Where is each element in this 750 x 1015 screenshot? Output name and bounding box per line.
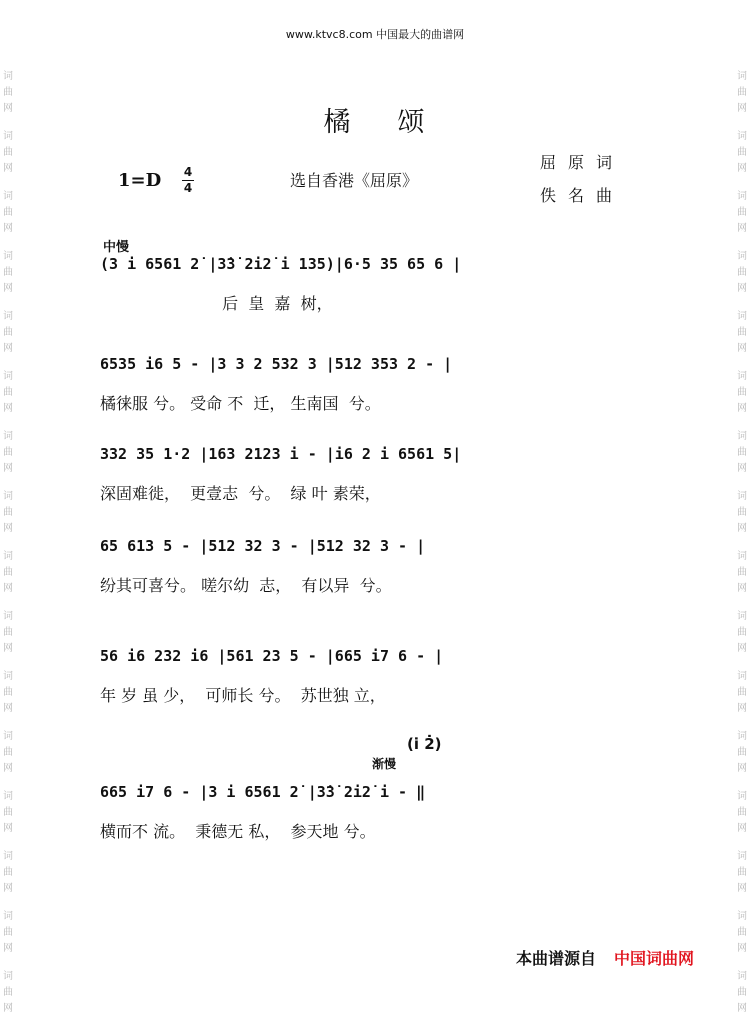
watermark-char: 词 bbox=[737, 971, 747, 982]
footer-site-name: 中国词曲网 bbox=[614, 949, 695, 968]
watermark-char: 网 bbox=[3, 403, 13, 414]
watermark-char: 曲 bbox=[3, 687, 13, 698]
watermark-char: 词 bbox=[737, 371, 747, 382]
watermark-char: 曲 bbox=[737, 987, 747, 998]
watermark-char: 词 bbox=[3, 191, 13, 202]
watermark-char: 词 bbox=[3, 251, 13, 262]
title-char-2: 颂 bbox=[397, 107, 427, 138]
watermark-char: 曲 bbox=[737, 927, 747, 938]
watermark-char: 曲 bbox=[3, 987, 13, 998]
watermark-char: 网 bbox=[3, 763, 13, 774]
watermark-char: 网 bbox=[3, 1003, 13, 1014]
watermark-char: 网 bbox=[3, 943, 13, 954]
watermark-char: 网 bbox=[737, 103, 747, 114]
watermark-char: 词 bbox=[737, 671, 747, 682]
watermark-char: 网 bbox=[3, 103, 13, 114]
watermark-char: 曲 bbox=[3, 87, 13, 98]
watermark-char: 词 bbox=[3, 71, 13, 82]
watermark-char: 曲 bbox=[3, 747, 13, 758]
time-sig-top: 4 bbox=[183, 165, 193, 179]
watermark-char: 网 bbox=[737, 523, 747, 534]
watermark-char: 曲 bbox=[737, 327, 747, 338]
notation-row: (3 i 6561 2̇ |3̇3̇ 2i2̇ i 135)|6·5 35 65 6 | bbox=[100, 255, 462, 273]
lyrics-row: 横而不 流。 秉德无 私， 参天地 兮。 bbox=[100, 822, 376, 841]
watermark-char: 词 bbox=[737, 551, 747, 562]
watermark-char: 曲 bbox=[737, 207, 747, 218]
watermark-char: 词 bbox=[3, 491, 13, 502]
lyrics-row: 纷其可喜兮。 嗟尔幼 志， 有以异 兮。 bbox=[100, 576, 392, 595]
watermark-char: 网 bbox=[737, 283, 747, 294]
watermark-char: 网 bbox=[3, 703, 13, 714]
watermark-char: 曲 bbox=[3, 147, 13, 158]
watermark-char: 曲 bbox=[3, 927, 13, 938]
watermark-char: 词 bbox=[3, 671, 13, 682]
right-watermark-column bbox=[734, 0, 750, 1014]
watermark-char: 网 bbox=[3, 163, 13, 174]
watermark-char: 曲 bbox=[3, 447, 13, 458]
notation-row: 6535 i6 5 - |3 3 2 532 3 |512 353 2 - | bbox=[100, 355, 453, 373]
watermark-char: 词 bbox=[737, 131, 747, 142]
watermark-char: 曲 bbox=[3, 507, 13, 518]
watermark-char: 词 bbox=[3, 311, 13, 322]
composer-credit: 佚名曲 bbox=[540, 186, 625, 205]
watermark-char: 词 bbox=[3, 731, 13, 742]
watermark-char: 网 bbox=[3, 883, 13, 894]
song-title bbox=[0, 100, 750, 139]
watermark-char: 网 bbox=[737, 703, 747, 714]
watermark-char: 词 bbox=[737, 191, 747, 202]
watermark-char: 网 bbox=[3, 463, 13, 474]
notation-row: 65 613 5 - |512 32 3 - |512 32 3 - | bbox=[100, 537, 426, 555]
watermark-char: 曲 bbox=[737, 447, 747, 458]
watermark-char: 网 bbox=[737, 943, 747, 954]
watermark-char: 曲 bbox=[737, 87, 747, 98]
watermark-char: 词 bbox=[3, 911, 13, 922]
watermark-char: 词 bbox=[3, 971, 13, 982]
watermark-char: 曲 bbox=[3, 567, 13, 578]
time-sig-bottom: 4 bbox=[183, 181, 193, 195]
watermark-char: 网 bbox=[3, 223, 13, 234]
watermark-char: 曲 bbox=[737, 267, 747, 278]
watermark-char: 曲 bbox=[3, 627, 13, 638]
watermark-char: 词 bbox=[737, 791, 747, 802]
watermark-char: 网 bbox=[737, 823, 747, 834]
watermark-char: 词 bbox=[737, 611, 747, 622]
lyrics-row: 年 岁 虽 少， 可师长 兮。 苏世独 立， bbox=[100, 686, 386, 705]
time-signature bbox=[182, 166, 194, 195]
watermark-char: 网 bbox=[737, 343, 747, 354]
watermark-char: 网 bbox=[737, 403, 747, 414]
title-char-1: 橘 bbox=[323, 107, 353, 138]
watermark-char: 网 bbox=[3, 643, 13, 654]
alternate-ending: (i̇ 2̇) bbox=[407, 735, 442, 753]
watermark-char: 词 bbox=[3, 371, 13, 382]
tempo-marking: 中慢 bbox=[103, 240, 130, 255]
watermark-char: 曲 bbox=[3, 387, 13, 398]
watermark-char: 网 bbox=[737, 223, 747, 234]
watermark-char: 词 bbox=[737, 911, 747, 922]
notation-row: 332 35 1·2 |163 2123 i - |i6 2 i 6561 5| bbox=[100, 445, 462, 463]
watermark-char: 曲 bbox=[3, 267, 13, 278]
watermark-char: 曲 bbox=[737, 147, 747, 158]
watermark-char: 曲 bbox=[737, 807, 747, 818]
watermark-char: 词 bbox=[737, 851, 747, 862]
watermark-char: 曲 bbox=[737, 687, 747, 698]
watermark-char: 网 bbox=[3, 523, 13, 534]
watermark-char: 曲 bbox=[3, 207, 13, 218]
watermark-char: 网 bbox=[737, 463, 747, 474]
watermark-char: 网 bbox=[737, 643, 747, 654]
notation-row: 56 i6 232 i6 |561 23 5 - |665 i7 6 - | bbox=[100, 647, 444, 665]
watermark-char: 网 bbox=[737, 163, 747, 174]
watermark-char: 网 bbox=[737, 583, 747, 594]
watermark-char: 词 bbox=[737, 71, 747, 82]
watermark-char: 词 bbox=[3, 131, 13, 142]
lyrics-row: 橘徕服 兮。 受命 不 迁， 生南国 兮。 bbox=[100, 394, 381, 413]
left-watermark-column bbox=[0, 0, 16, 1014]
lyricist-credit: 屈原词 bbox=[540, 153, 625, 172]
watermark-char: 词 bbox=[737, 731, 747, 742]
watermark-char: 曲 bbox=[3, 807, 13, 818]
watermark-char: 网 bbox=[737, 1003, 747, 1014]
watermark-char: 词 bbox=[3, 431, 13, 442]
watermark-char: 网 bbox=[737, 763, 747, 774]
watermark-char: 曲 bbox=[737, 507, 747, 518]
watermark-char: 网 bbox=[737, 883, 747, 894]
watermark-char: 曲 bbox=[737, 387, 747, 398]
site-header: www.ktvc8.com 中国最大的曲谱网 bbox=[285, 28, 465, 41]
watermark-char: 词 bbox=[3, 611, 13, 622]
ritardando-marking: 渐慢 bbox=[372, 757, 397, 771]
watermark-char: 曲 bbox=[737, 747, 747, 758]
watermark-char: 网 bbox=[3, 283, 13, 294]
notation-row: 665 i7 6 - |3 i 6561 2̇ |3̇3̇ 2i2̇ i - ‖ bbox=[100, 783, 426, 801]
source-note: 选自香港《屈原》 bbox=[290, 171, 419, 190]
footer-credit bbox=[516, 946, 694, 969]
watermark-char: 曲 bbox=[3, 327, 13, 338]
watermark-char: 网 bbox=[3, 823, 13, 834]
watermark-char: 曲 bbox=[3, 867, 13, 878]
watermark-char: 网 bbox=[3, 343, 13, 354]
lyrics-row: 深固难徙， 更壹志 兮。 绿 叶 素荣， bbox=[100, 484, 381, 503]
key-signature: 1=D bbox=[118, 170, 162, 191]
watermark-char: 曲 bbox=[737, 627, 747, 638]
watermark-char: 词 bbox=[3, 791, 13, 802]
watermark-char: 词 bbox=[3, 851, 13, 862]
watermark-char: 词 bbox=[737, 431, 747, 442]
watermark-char: 网 bbox=[3, 583, 13, 594]
lyrics-row: 后 皇 嘉 树， bbox=[100, 294, 333, 313]
watermark-char: 词 bbox=[737, 251, 747, 262]
watermark-char: 词 bbox=[3, 551, 13, 562]
watermark-char: 词 bbox=[737, 491, 747, 502]
footer-source-label: 本曲谱源自 bbox=[516, 949, 597, 968]
watermark-char: 曲 bbox=[737, 867, 747, 878]
watermark-char: 曲 bbox=[737, 567, 747, 578]
watermark-char: 词 bbox=[737, 311, 747, 322]
